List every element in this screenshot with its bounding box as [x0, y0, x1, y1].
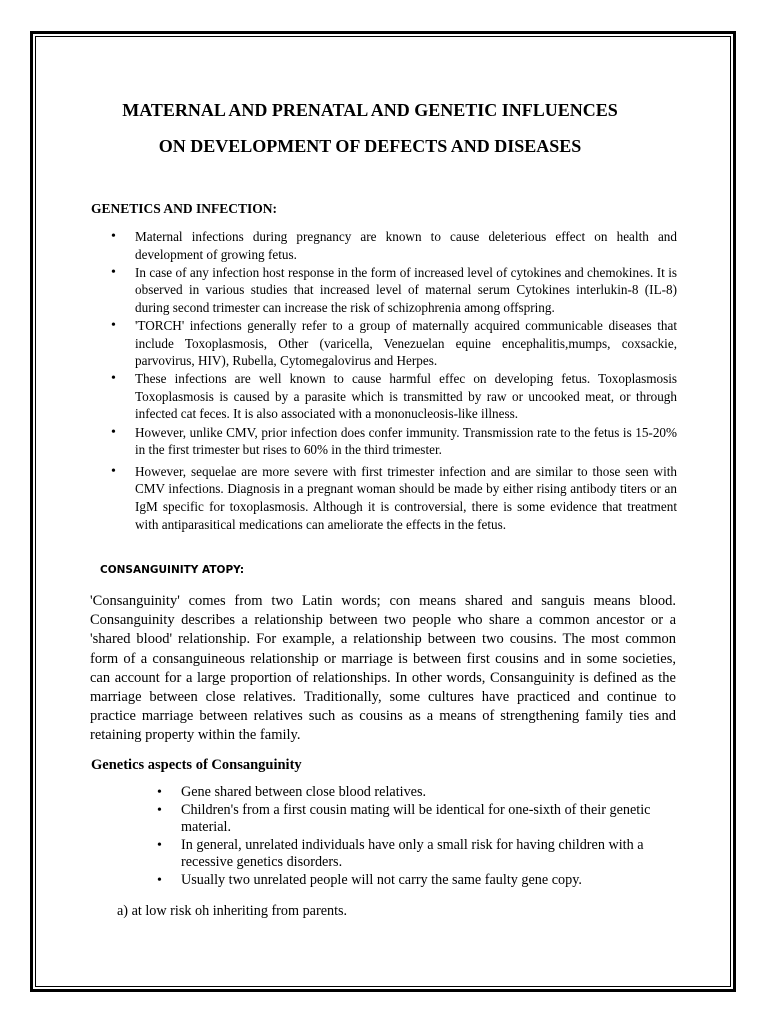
list-item	[107, 264, 677, 317]
bullet-icon: •	[111, 229, 116, 244]
list-item	[155, 802, 680, 837]
bullet-icon: •	[157, 837, 162, 853]
list-item-text: However, sequelae are more severe with first trimester infection and are similar to those seen with CMV infections. Diagnosis in a pregnant woman should be made by either rising antibody titers or an IgM specific for toxoplasmosis. Although it is controversial, there is some evidence that treatment with antiparasitical medications can ameliorate the effects in the fetus.	[135, 463, 677, 532]
consanguinity-bullet-list	[155, 784, 680, 890]
list-item-text: However, unlike CMV, prior infection does confer immunity. Transmission rate to the fetus is 15-20% in the first trimester but rises to 60% in the third trimester.	[135, 424, 677, 458]
subheading-genetics-aspects: Genetics aspects of Consanguinity	[91, 757, 302, 773]
consanguinity-paragraph: 'Consanguinity' comes from two Latin words; con means shared and sanguis means blood. Consanguinity describes a relationship between two people who share a common ancestor or a 'shared blood' relationship. For example, a relationship between two cousins. The most common form of a consanguineous relationship or marriage is between first cousins and in some societies, can account for a large proportion of relationships. In other words, Consanguinity is defined as the marriage between close relatives. Traditionally, some cultures have practiced and continue to practice marriage between relatives such as cousins as a means of strengthening family ties and retaining property within the family.	[90, 593, 676, 744]
bullet-icon: •	[111, 264, 116, 280]
list-item	[107, 317, 677, 370]
list-item-text: In general, unrelated individuals have only a small risk for having children with a recessive genetics disorders.	[181, 836, 644, 871]
list-item-text: Children's from a first cousin mating will be identical for one-sixth of their genetic material.	[181, 801, 651, 836]
list-item	[107, 424, 677, 459]
infection-bullet-list	[107, 228, 677, 534]
list-item	[107, 463, 677, 533]
list-item	[107, 370, 677, 423]
list-item	[155, 784, 680, 802]
bullet-icon: •	[111, 317, 116, 333]
list-item-text: Maternal infections during pregnancy are known to cause deleterious effect on health and development of growing fetus.	[135, 229, 677, 262]
bullet-icon: •	[157, 872, 162, 888]
bullet-icon: •	[157, 785, 162, 800]
list-item-text: Usually two unrelated people will not carry the same faulty gene copy.	[181, 871, 582, 888]
title-line-2: ON DEVELOPMENT OF DEFECTS AND DISEASES	[158, 136, 582, 156]
list-item	[107, 228, 677, 263]
bullet-icon: •	[111, 424, 116, 440]
section-heading-consanguinity: CONSANGUINITY ATOPY:	[100, 564, 245, 576]
note-text: a) at low risk oh inheriting from parents.	[117, 903, 348, 919]
bullet-icon: •	[111, 463, 116, 479]
list-item-text: In case of any infection host response in the form of increased level of cytokines and chemokines. It is observed in various studies that increased level of maternal serum Cytokines interlukin-8 (IL-8) during second trimester can increase the risk of schizophrenia among offspring.	[135, 264, 677, 315]
list-item	[155, 872, 680, 890]
list-item-text: These infections are well known to cause harmful effec on developing fetus. Toxoplasmosis Toxoplasmosis is caused by a parasite which is transmitted by raw or uncooked meat, or through infected cat feces. It is also associated with a mononucleosis-like illness.	[135, 371, 677, 422]
section-heading-genetics-infection: GENETICS AND INFECTION:	[91, 201, 278, 216]
list-item-text: Gene shared between close blood relatives.	[181, 784, 427, 800]
bullet-icon: •	[157, 802, 162, 818]
list-item	[155, 837, 680, 872]
title-line-1: MATERNAL AND PRENATAL AND GENETIC INFLUENCES	[122, 100, 618, 120]
list-item-text: 'TORCH' infections generally refer to a group of maternally acquired communicable diseases that include Toxoplasmosis, Other (varicella, Venezuelan equine encephalitis,mumps, coxsackie, parvovirus, HIV), Rubella, Cytomegalovirus and Herpes.	[135, 317, 677, 369]
bullet-icon: •	[111, 371, 116, 387]
page-title	[60, 92, 680, 164]
